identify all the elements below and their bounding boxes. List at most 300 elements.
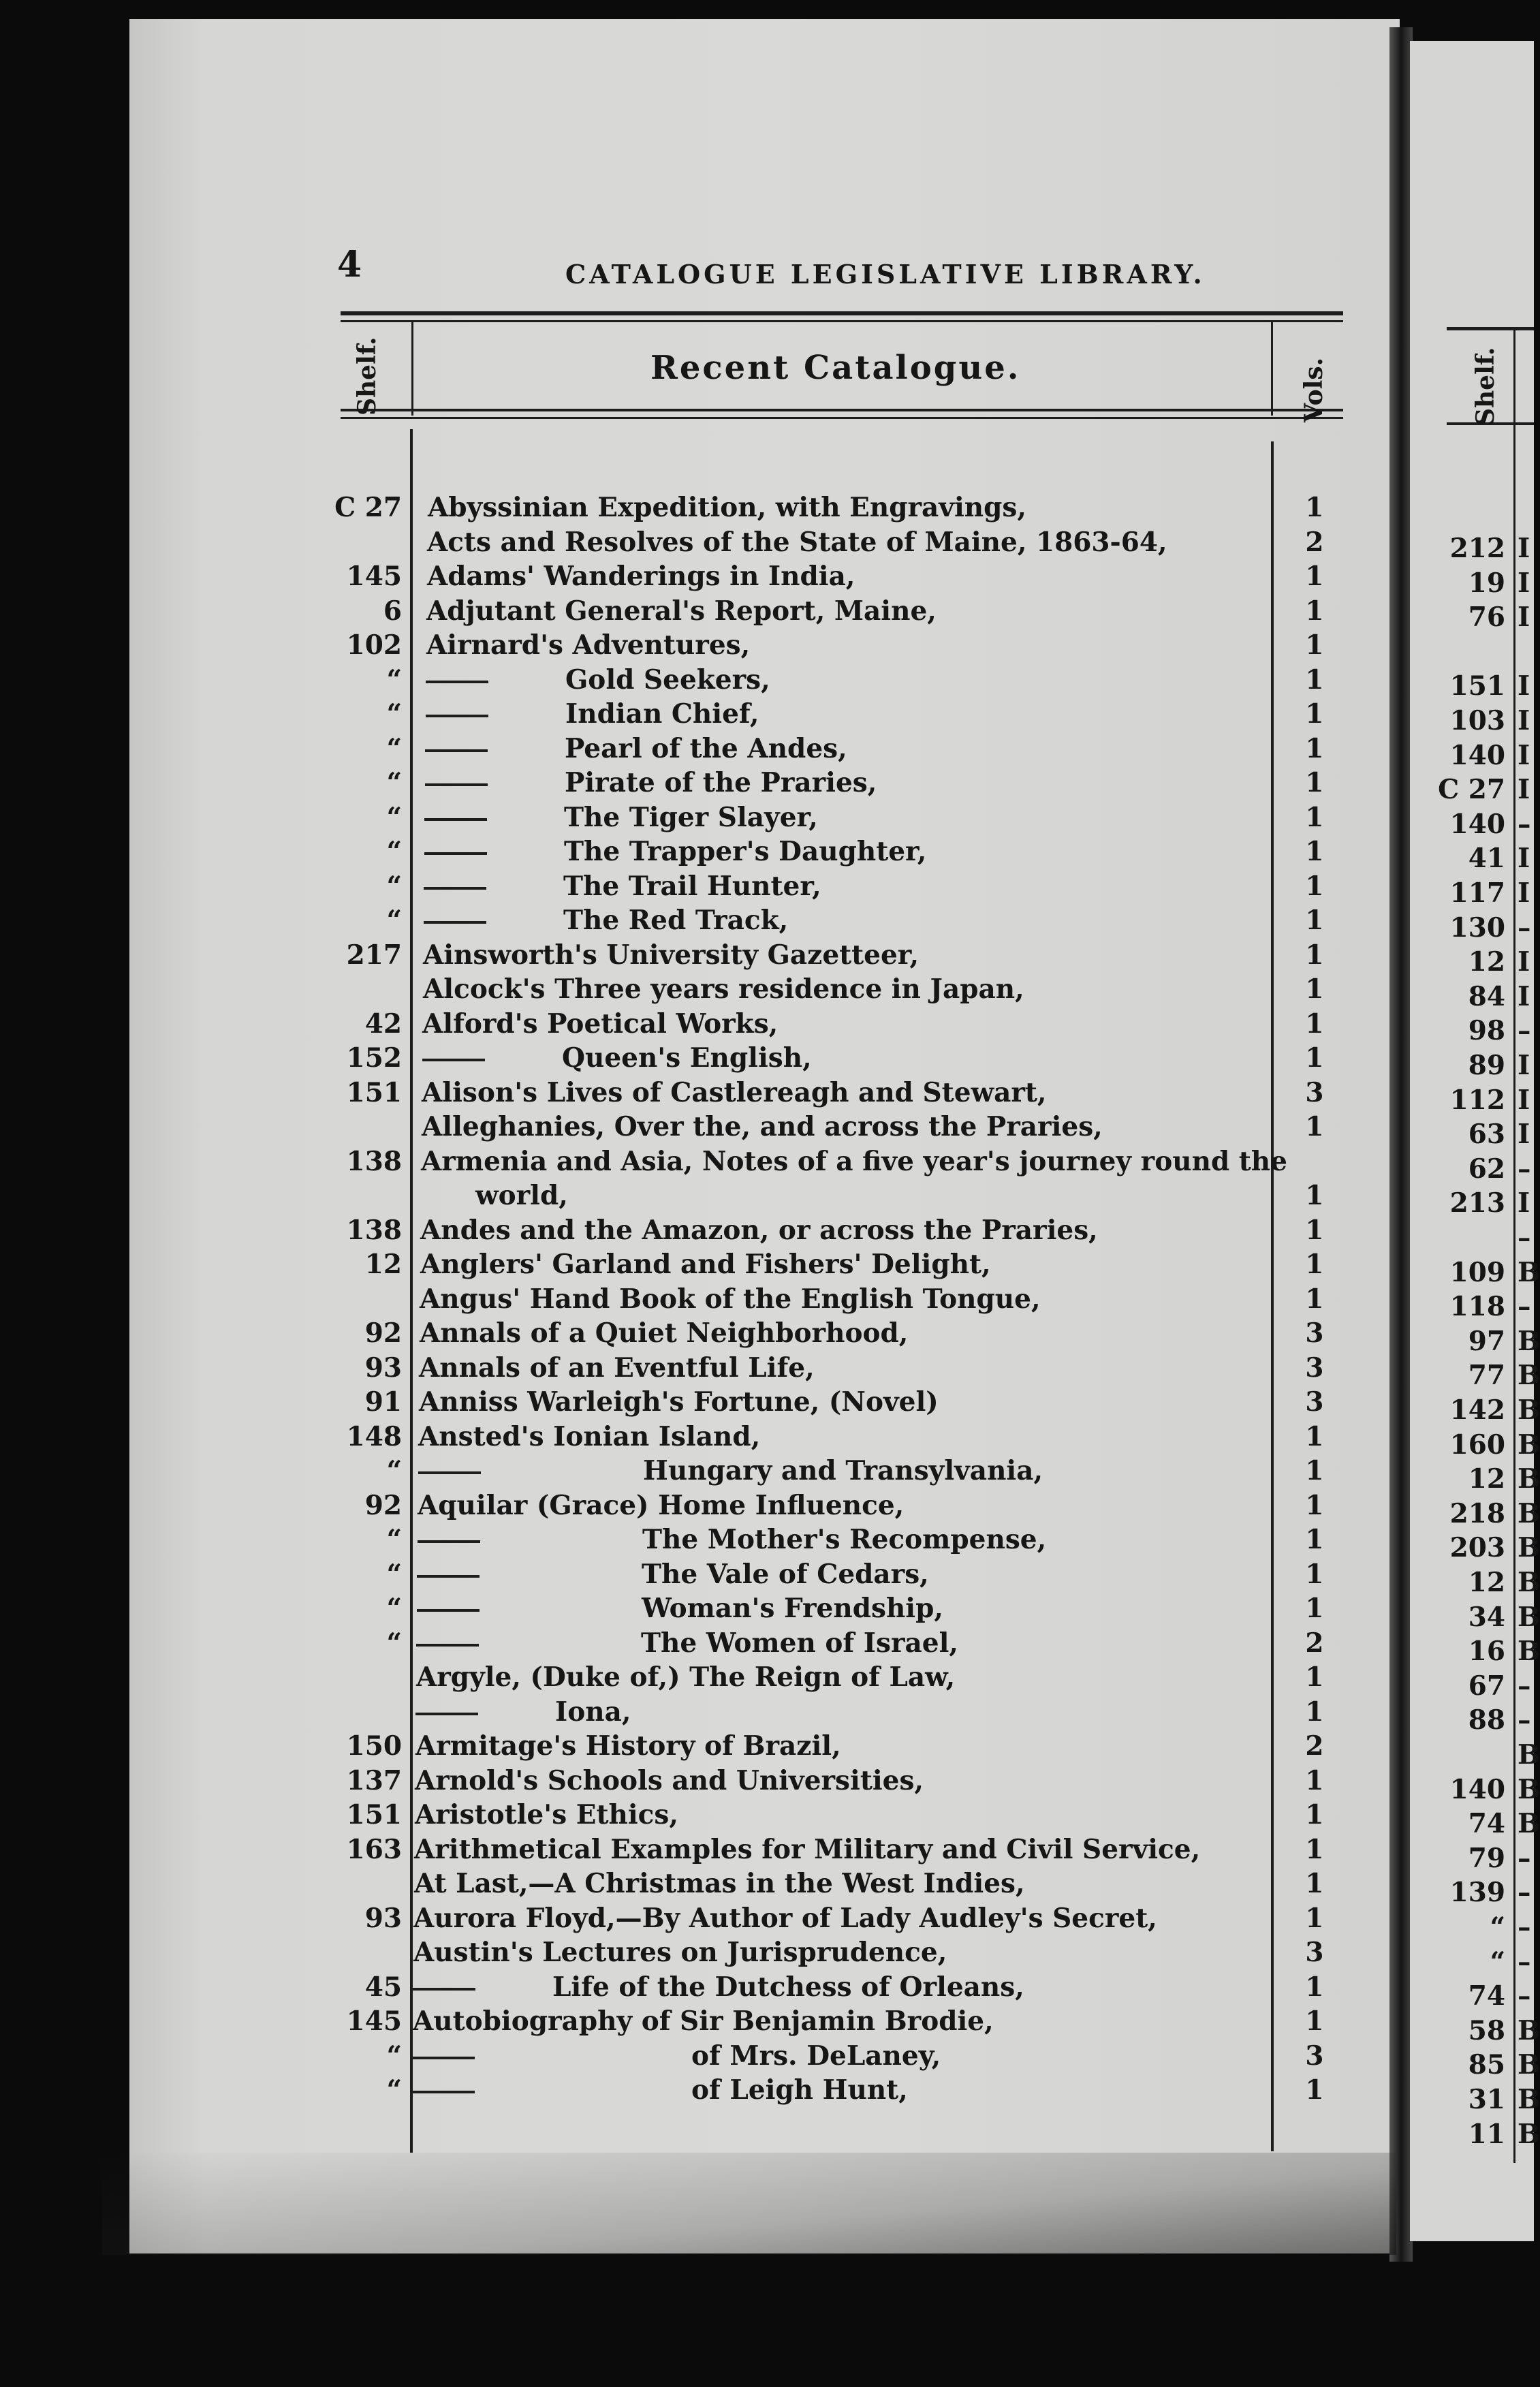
facing-entry-stub: –: [1518, 1670, 1531, 1702]
catalogue-entry: [0, 1386, 1362, 1420]
entry-shelf-number: 145: [346, 561, 402, 592]
header-rule-top: [341, 311, 1343, 315]
catalogue-entry: [0, 1249, 1362, 1283]
facing-entry-stub: –: [1518, 1842, 1531, 1874]
entry-title: Arithmetical Examples for Military and Civil Service,: [414, 1833, 1201, 1865]
facing-shelf-number: 142: [1449, 1394, 1505, 1426]
entry-volumes: 1: [1305, 1524, 1324, 1555]
facing-entry-stub: I: [1518, 602, 1530, 634]
catalogue-entry: [0, 767, 1362, 801]
facing-entry-stub: –: [1518, 1222, 1531, 1253]
entry-volumes: 1: [1305, 836, 1324, 867]
entry-shelf-number: 92: [364, 1489, 402, 1521]
facing-entry-stub: I: [1518, 843, 1530, 875]
facing-entry-stub: B: [1518, 1532, 1540, 1564]
running-head: CATALOGUE LEGISLATIVE LIBRARY.: [565, 259, 1206, 290]
facing-shelf-number: “: [1490, 1946, 1505, 1978]
entry-volumes: 1: [1305, 1764, 1324, 1796]
entry-title: Adams' Wanderings in India,: [427, 561, 855, 592]
facing-shelf-number: 11: [1468, 2118, 1505, 2150]
facing-entry-stub: I: [1518, 533, 1530, 564]
entry-shelf-number: 45: [364, 1971, 402, 2003]
entry-shelf-number: “: [386, 870, 402, 902]
entry-shelf-number: “: [386, 664, 402, 696]
facing-entry-stub: B: [1518, 1567, 1540, 1598]
facing-entry-stub: –: [1518, 1015, 1531, 1047]
entry-shelf-number: “: [386, 2040, 402, 2072]
catalogue-entry: [0, 1215, 1362, 1249]
catalogue-entry: [0, 2040, 1362, 2074]
entry-title: of Leigh Hunt,: [691, 2074, 908, 2106]
catalogue-entry: [0, 664, 1362, 698]
entry-shelf-number: 148: [346, 1420, 402, 1452]
entry-volumes: 1: [1305, 2074, 1324, 2106]
facing-shelf-number: 212: [1449, 533, 1505, 564]
facing-shelf-number: 98: [1468, 1015, 1505, 1047]
facing-entry-stub: B: [1518, 2084, 1540, 2115]
facing-shelf-number: 74: [1468, 1980, 1505, 2012]
entry-shelf-number: “: [386, 836, 402, 867]
facing-entry-stub: I: [1518, 1084, 1530, 1116]
facing-shelf-number: 203: [1449, 1532, 1505, 1564]
facing-entry-stub: –: [1518, 808, 1531, 840]
entry-volumes: 3: [1305, 2040, 1324, 2072]
entry-volumes: 1: [1305, 1042, 1324, 1074]
entry-title: Alison's Lives of Castlereagh and Stewart,: [422, 1076, 1047, 1108]
entry-volumes: 1: [1305, 629, 1324, 661]
ditto-dash: [426, 681, 488, 683]
header-rule-bottom-thin: [341, 417, 1343, 419]
catalogue-entry: [0, 2074, 1362, 2108]
entry-title: Iona,: [555, 1696, 631, 1728]
entry-shelf-number: “: [386, 801, 402, 833]
entry-shelf-number: 6: [383, 595, 402, 627]
catalogue-entry: [0, 733, 1362, 767]
entry-title: The Vale of Cedars,: [642, 1558, 929, 1590]
catalogue-entry: [0, 973, 1362, 1008]
facing-entry-stub: I: [1518, 670, 1530, 702]
facing-shelf-number: 112: [1449, 1084, 1505, 1116]
entry-title: Aristotle's Ethics,: [415, 1799, 678, 1830]
entry-volumes: 1: [1305, 1799, 1324, 1830]
entry-shelf-number: C 27: [334, 492, 402, 523]
facing-shelf-number: 34: [1468, 1601, 1505, 1633]
facing-entry-stub: –: [1518, 1704, 1531, 1736]
entry-volumes: 1: [1305, 870, 1324, 902]
entry-shelf-number: 163: [346, 1833, 402, 1865]
facing-shelf-number: 109: [1449, 1256, 1505, 1288]
entry-volumes: 1: [1305, 1180, 1324, 1211]
facing-shelf-number: 77: [1468, 1360, 1505, 1392]
catalogue-entry: [0, 1317, 1362, 1352]
facing-entry-stub: I: [1518, 705, 1530, 736]
catalogue-entry: [0, 1971, 1362, 2006]
entry-title: Austin's Lectures on Jurisprudence,: [413, 1937, 947, 1968]
right-header-rule-top: [1447, 327, 1534, 330]
entry-volumes: 1: [1305, 1593, 1324, 1624]
entry-title: Hungary and Transylvania,: [643, 1455, 1043, 1486]
entry-shelf-number: 102: [346, 629, 402, 661]
facing-entry-stub: B: [1518, 1636, 1540, 1668]
entry-title: Armenia and Asia, Notes of a five year's journey round the: [421, 1145, 1287, 1177]
entry-title: Adjutant General's Report, Maine,: [426, 595, 937, 627]
entry-title: The Tiger Slayer,: [564, 801, 818, 833]
ditto-dash: [417, 1609, 480, 1612]
catalogue-entry: [0, 1937, 1362, 1971]
ditto-dash: [424, 921, 486, 924]
entry-shelf-number: “: [386, 905, 402, 936]
facing-shelf-number: 67: [1468, 1670, 1505, 1702]
entry-volumes: 1: [1305, 905, 1324, 936]
entry-volumes: 1: [1305, 1283, 1324, 1315]
facing-entry-stub: I: [1518, 877, 1530, 909]
entry-shelf-number: “: [386, 767, 402, 798]
catalogue-entry: [0, 836, 1362, 870]
facing-shelf-number: 12: [1468, 1463, 1505, 1495]
entry-shelf-number: 42: [364, 1008, 402, 1040]
entry-volumes: 1: [1305, 1902, 1324, 1934]
facing-shelf-number: 62: [1468, 1153, 1505, 1185]
entry-volumes: 1: [1305, 1214, 1324, 1246]
entry-volumes: 3: [1305, 1317, 1324, 1349]
facing-entry-stub: I: [1518, 946, 1530, 978]
entry-title: Life of the Dutchess of Orleans,: [552, 1971, 1024, 2003]
facing-shelf-number: 88: [1468, 1704, 1505, 1736]
entry-title: Ansted's Ionian Island,: [418, 1420, 761, 1452]
facing-entry-stub: B: [1518, 1394, 1540, 1426]
header-rule-bottom: [341, 409, 1343, 411]
shelf-column-header: Shelf.: [353, 337, 381, 416]
facing-entry-stub: B: [1518, 2118, 1540, 2150]
ditto-dash: [418, 1540, 480, 1543]
entry-title: Armitage's History of Brazil,: [415, 1730, 841, 1762]
ditto-dash: [424, 852, 487, 855]
facing-shelf-number: 12: [1468, 1567, 1505, 1598]
catalogue-entry: [0, 1352, 1362, 1386]
entry-title: Airnard's Adventures,: [426, 629, 751, 661]
entry-volumes: 1: [1305, 561, 1324, 592]
entry-shelf-number: 12: [364, 1249, 402, 1280]
entry-title: Pirate of the Praries,: [565, 767, 877, 798]
vols-column-header: Vols.: [1300, 357, 1328, 422]
ditto-dash: [422, 1059, 485, 1061]
entry-volumes: 1: [1305, 1696, 1324, 1728]
facing-shelf-number: 31: [1468, 2084, 1505, 2115]
entry-title: Angus' Hand Book of the English Tongue,: [420, 1283, 1041, 1315]
facing-shelf-number: 16: [1468, 1636, 1505, 1668]
header-rule-top-thin: [341, 320, 1343, 322]
entry-title: Pearl of the Andes,: [565, 732, 847, 764]
entry-shelf-number: 92: [364, 1317, 402, 1349]
facing-shelf-number: 130: [1449, 911, 1505, 943]
entry-title: Andes and the Amazon, or across the Praries,: [420, 1214, 1098, 1246]
catalogue-entry: [0, 1730, 1362, 1764]
entry-shelf-number: “: [386, 1558, 402, 1590]
entry-volumes: 3: [1305, 1386, 1324, 1418]
facing-entry-stub: B: [1518, 1808, 1540, 1840]
catalogue-entry: [0, 1559, 1362, 1593]
facing-entry-stub: –: [1518, 911, 1531, 943]
entry-shelf-number: 93: [364, 1902, 402, 1934]
ditto-dash: [412, 2091, 475, 2093]
entry-title: Alcock's Three years residence in Japan,: [423, 973, 1024, 1005]
facing-entry-stub: I: [1518, 1187, 1530, 1219]
entry-volumes: 1: [1305, 939, 1324, 971]
entry-title: Queen's English,: [562, 1042, 812, 1074]
catalogue-entry: [0, 1008, 1362, 1042]
facing-shelf-number: 140: [1449, 739, 1505, 771]
right-shelf-column-header: Shelf.: [1471, 347, 1500, 426]
entry-title: of Mrs. DeLaney,: [691, 2040, 941, 2072]
entry-volumes: 1: [1305, 1111, 1324, 1142]
facing-entry-stub: B: [1518, 1497, 1540, 1529]
catalogue-entry: [0, 939, 1362, 973]
facing-shelf-number: 58: [1468, 2014, 1505, 2046]
catalogue-entry: [0, 1903, 1362, 1937]
entry-title: Annals of an Eventful Life,: [419, 1352, 815, 1384]
entry-volumes: 1: [1305, 1661, 1324, 1693]
entry-shelf-number: 151: [346, 1799, 402, 1830]
ditto-dash: [424, 887, 486, 890]
catalogue-entry: [0, 1490, 1362, 1524]
entry-volumes: 1: [1305, 698, 1324, 730]
facing-entry-stub: B: [1518, 1325, 1540, 1357]
entry-volumes: 1: [1305, 767, 1324, 798]
entry-shelf-number: 138: [346, 1145, 402, 1177]
catalogue-entry: [0, 1421, 1362, 1455]
entry-volumes: 1: [1305, 1008, 1324, 1040]
catalogue-entry: [0, 1593, 1362, 1627]
entry-title: Aurora Floyd,—By Author of Lady Audley's Secret,: [413, 1902, 1157, 1934]
facing-entry-stub: I: [1518, 567, 1530, 599]
facing-entry-stub: –: [1518, 1946, 1531, 1978]
entry-shelf-number: “: [386, 732, 402, 764]
catalogue-entry: [0, 1696, 1362, 1730]
ditto-dash: [425, 783, 488, 786]
facing-shelf-number: 160: [1449, 1429, 1505, 1461]
entry-shelf-number: 150: [346, 1730, 402, 1762]
catalogue-entry: [0, 1077, 1362, 1111]
entry-volumes: 2: [1305, 1627, 1324, 1659]
facing-entry-stub: –: [1518, 1291, 1531, 1323]
catalogue-entry: [0, 1868, 1362, 1902]
facing-shelf-number: 79: [1468, 1842, 1505, 1874]
facing-entry-stub: B: [1518, 2014, 1540, 2046]
entry-shelf-number: 91: [364, 1386, 402, 1418]
entry-volumes: 1: [1305, 1558, 1324, 1590]
facing-entry-stub: B: [1518, 1739, 1540, 1770]
catalogue-entry: [0, 1042, 1362, 1076]
catalogue-entry: [0, 802, 1362, 836]
catalogue-entry: [0, 1455, 1362, 1489]
entry-volumes: 1: [1305, 973, 1324, 1005]
facing-shelf-number: 85: [1468, 2049, 1505, 2081]
catalogue-entry: [0, 905, 1362, 939]
ditto-dash: [417, 1575, 480, 1578]
facing-entry-stub: B: [1518, 1360, 1540, 1392]
entry-title: Woman's Frendship,: [642, 1593, 943, 1624]
facing-shelf-number: 89: [1468, 1050, 1505, 1081]
facing-shelf-number: 140: [1449, 808, 1505, 840]
entry-title: Alleghanies, Over the, and across the Praries,: [422, 1111, 1103, 1142]
catalogue-entry: [0, 1283, 1362, 1317]
facing-entry-stub: I: [1518, 1119, 1530, 1151]
entry-title: The Red Track,: [563, 905, 789, 936]
facing-shelf-number: 218: [1449, 1497, 1505, 1529]
entry-shelf-number: “: [386, 698, 402, 730]
facing-entry-stub: B: [1518, 1773, 1540, 1805]
entry-shelf-number: “: [386, 1455, 402, 1486]
facing-entry-stub: –: [1518, 1912, 1531, 1943]
entry-volumes: 1: [1305, 1249, 1324, 1280]
entry-shelf-number: “: [386, 1524, 402, 1555]
catalogue-entry: [0, 561, 1362, 595]
right-shelf-column-rule: [1513, 330, 1515, 2163]
catalogue-entry: [0, 1799, 1362, 1833]
facing-entry-stub: B: [1518, 1601, 1540, 1633]
entry-volumes: 1: [1305, 1455, 1324, 1486]
ditto-dash: [412, 2057, 475, 2059]
book-gutter: [1389, 27, 1413, 2262]
facing-entry-stub: I: [1518, 774, 1530, 806]
facing-shelf-number: 213: [1449, 1187, 1505, 1219]
catalogue-entry: [0, 629, 1362, 664]
entry-shelf-number: 137: [346, 1764, 402, 1796]
entry-title: The Women of Israel,: [641, 1627, 959, 1659]
facing-shelf-number: “: [1490, 1912, 1505, 1943]
entry-title: Arnold's Schools and Universities,: [415, 1764, 924, 1796]
entry-volumes: 2: [1305, 1730, 1324, 1762]
entry-shelf-number: “: [386, 1593, 402, 1624]
catalogue-entry: [0, 1180, 1362, 1214]
facing-shelf-number: 97: [1468, 1325, 1505, 1357]
entry-shelf-number: “: [386, 1627, 402, 1659]
entry-title: Ainsworth's University Gazetteer,: [423, 939, 920, 971]
entry-title: The Mother's Recompense,: [642, 1524, 1047, 1555]
catalogue-entry: [0, 2006, 1362, 2040]
ditto-dash: [415, 1713, 478, 1715]
facing-shelf-number: 151: [1449, 670, 1505, 702]
entry-volumes: 1: [1305, 1489, 1324, 1521]
entry-volumes: 1: [1305, 732, 1324, 764]
entry-shelf-number: 93: [364, 1352, 402, 1384]
ditto-dash: [426, 715, 488, 717]
entry-volumes: 3: [1305, 1937, 1324, 1968]
facing-shelf-number: 139: [1449, 1877, 1505, 1909]
facing-shelf-number: 76: [1468, 602, 1505, 634]
facing-entry-stub: –: [1518, 1153, 1531, 1185]
ditto-dash: [424, 818, 487, 821]
entry-volumes: 1: [1305, 801, 1324, 833]
entry-volumes: 1: [1305, 595, 1324, 627]
catalogue-entry: [0, 1627, 1362, 1661]
entry-title: The Trapper's Daughter,: [564, 836, 927, 867]
catalogue-entry: [0, 1111, 1362, 1145]
ditto-dash: [425, 749, 488, 752]
facing-shelf-number: 103: [1449, 705, 1505, 736]
entry-volumes: 2: [1305, 526, 1324, 558]
catalogue-entry: [0, 1146, 1362, 1180]
entry-volumes: 1: [1305, 492, 1324, 523]
facing-shelf-number: 19: [1468, 567, 1505, 599]
entry-title: Anglers' Garland and Fishers' Delight,: [420, 1249, 991, 1280]
entry-title: Indian Chief,: [565, 698, 759, 730]
entry-title: Autobiography of Sir Benjamin Brodie,: [413, 2006, 994, 2037]
entry-title: Aquilar (Grace) Home Influence,: [418, 1489, 905, 1521]
entry-title: Gold Seekers,: [565, 664, 770, 696]
section-title: Recent Catalogue.: [650, 349, 1021, 387]
entry-shelf-number: 145: [346, 2006, 402, 2037]
facing-shelf-number: 74: [1468, 1808, 1505, 1840]
catalogue-entry: [0, 698, 1362, 732]
catalogue-entry: [0, 595, 1362, 629]
vols-column-rule-head: [1271, 320, 1273, 416]
facing-shelf-number: 117: [1449, 877, 1505, 909]
facing-shelf-number: 63: [1468, 1119, 1505, 1151]
entry-volumes: 1: [1305, 1971, 1324, 2003]
facing-entry-stub: B: [1518, 1256, 1540, 1288]
entry-shelf-number: 138: [346, 1214, 402, 1246]
entry-shelf-number: “: [386, 2074, 402, 2106]
facing-entry-stub: I: [1518, 739, 1530, 771]
entry-title: Anniss Warleigh's Fortune, (Novel): [419, 1386, 939, 1418]
page-number: 4: [337, 244, 362, 285]
entry-shelf-number: 217: [346, 939, 402, 971]
entry-title: At Last,—A Christmas in the West Indies,: [414, 1868, 1025, 1899]
shelf-column-rule-head: [411, 320, 413, 416]
facing-entry-stub: I: [1518, 1050, 1530, 1081]
entry-title: Annals of a Quiet Neighborhood,: [420, 1317, 909, 1349]
facing-shelf-number: C 27: [1438, 774, 1505, 806]
entry-title: world,: [475, 1180, 568, 1211]
ditto-dash: [413, 1988, 475, 1991]
entry-title: Abyssinian Expedition, with Engravings,: [428, 492, 1026, 523]
entry-title: Alford's Poetical Works,: [422, 1008, 779, 1040]
entry-volumes: 1: [1305, 1868, 1324, 1899]
catalogue-entry: [0, 1661, 1362, 1696]
facing-entry-stub: B: [1518, 2049, 1540, 2081]
facing-entry-stub: –: [1518, 1877, 1531, 1909]
entry-title: The Trail Hunter,: [563, 870, 821, 902]
entry-volumes: 1: [1305, 1833, 1324, 1865]
facing-entry-stub: –: [1518, 1980, 1531, 2012]
entry-volumes: 3: [1305, 1352, 1324, 1384]
catalogue-entry: [0, 1834, 1362, 1868]
entry-shelf-number: 152: [346, 1042, 402, 1074]
entry-shelf-number: 151: [346, 1076, 402, 1108]
catalogue-entry: [0, 1524, 1362, 1558]
entry-title: Argyle, (Duke of,) The Reign of Law,: [416, 1661, 956, 1693]
facing-entry-stub: I: [1518, 980, 1530, 1012]
ditto-dash: [416, 1644, 479, 1647]
entry-volumes: 3: [1305, 1076, 1324, 1108]
facing-entry-stub: B: [1518, 1429, 1540, 1461]
entry-volumes: 1: [1305, 664, 1324, 696]
facing-shelf-number: 84: [1468, 980, 1505, 1012]
facing-shelf-number: 12: [1468, 946, 1505, 978]
catalogue-entry: [0, 527, 1362, 561]
facing-shelf-number: 140: [1449, 1773, 1505, 1805]
facing-shelf-number: 41: [1468, 843, 1505, 875]
entry-volumes: 1: [1305, 2006, 1324, 2037]
catalogue-entry: [0, 492, 1362, 526]
catalogue-entry: [0, 1765, 1362, 1799]
catalogue-entry: [0, 871, 1362, 905]
facing-shelf-number: 118: [1449, 1291, 1505, 1323]
entry-title: Acts and Resolves of the State of Maine, 1863-64,: [427, 526, 1167, 558]
entry-volumes: 1: [1305, 1420, 1324, 1452]
facing-entry-stub: B: [1518, 1463, 1540, 1495]
